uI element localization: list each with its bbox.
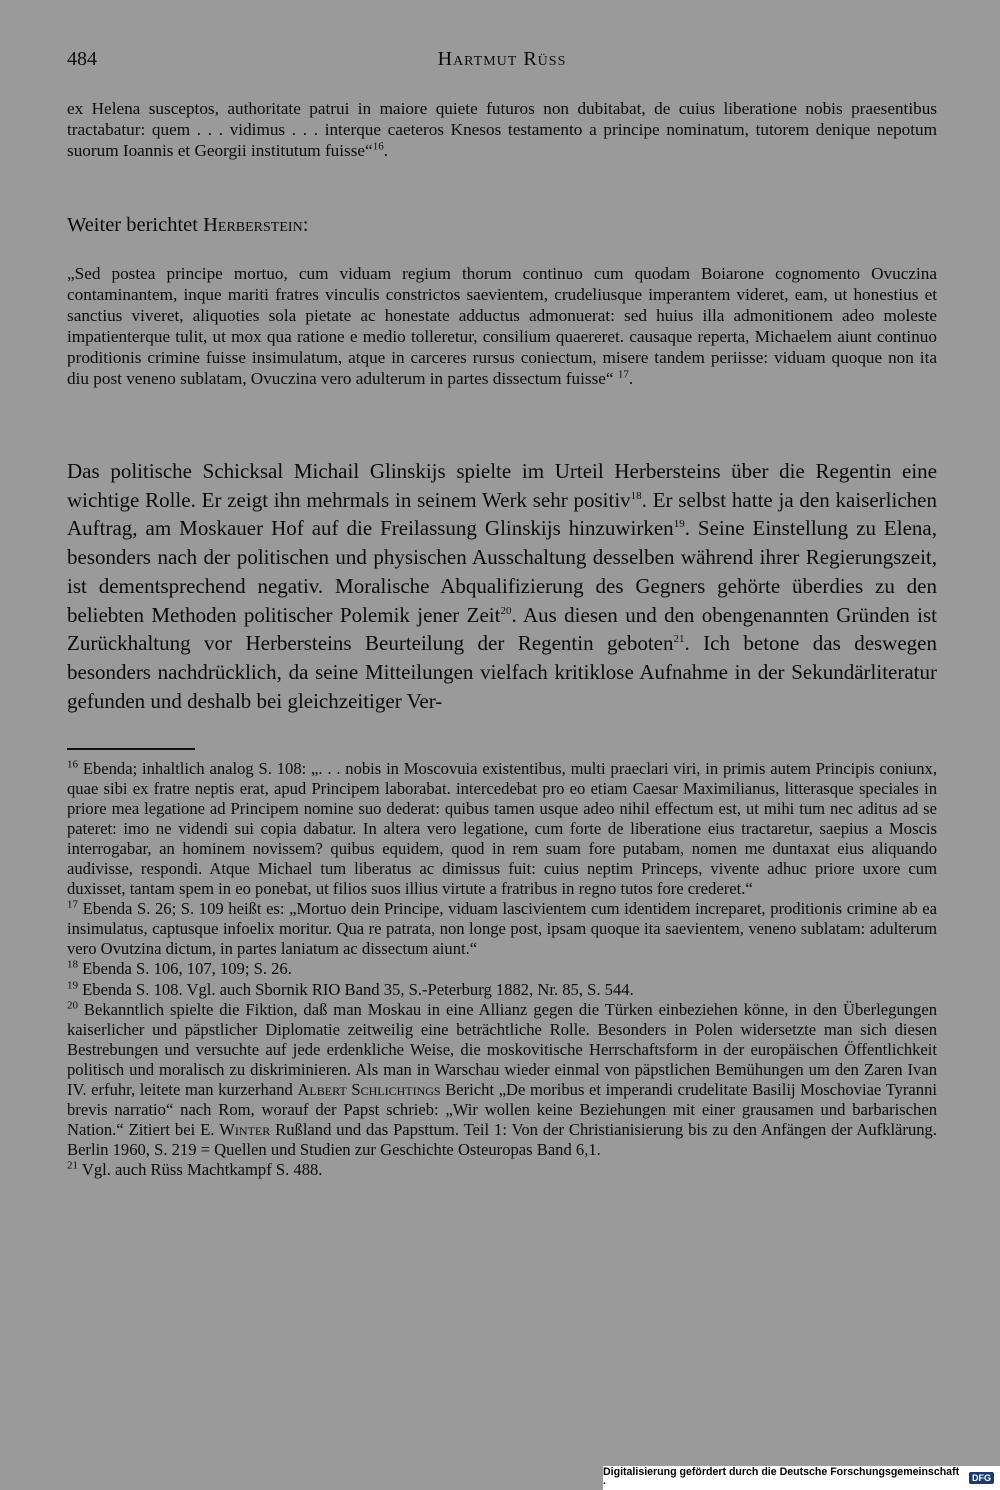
dfg-logo: DFG <box>969 1472 994 1484</box>
credit-text: Digitalisierung gefördert durch die Deutsche Forschungsgemeinschaft · <box>603 1466 960 1490</box>
footnote-number: 17 <box>67 898 78 911</box>
block-quote <box>67 264 937 389</box>
footnote-separator <box>67 748 195 750</box>
footnote-ref: 20 <box>500 604 512 617</box>
quote-tail: . <box>383 140 388 160</box>
footnote-ref: 19 <box>673 518 685 531</box>
footnote-number: 21 <box>67 1159 78 1172</box>
footnote-20 <box>67 1000 937 1160</box>
footnote-text: Bekanntlich spielte die Fiktion, daß man Moskau in eine Allianz gegen die Türken einbeziehen könne, in den Überlegungen kaiserlicher und päpstlicher Diplomatie zeitweilig eine beträchtliche Rolle. Besonders in Polen widersetzte man sich diesen Bestrebungen und versuchte auf jede erdenkliche Weise, die moskovitische Herrschaftsform in der europäischen Öffentlichkeit politisch und moralisch zu diskriminieren. Als man in Warschau wieder einmal von päpstlichen Bemühungen um den Zaren Ivan IV. erfuhr, leitete man kurzerhand <box>67 999 937 1099</box>
quote-text: „Sed postea principe mortuo, cum viduam regium thorum continuo cum quodam Boiarone cognomento Ovuczina contaminantem, inque mariti fratres vinculis constrictos saevientem, crudeliusque imperantem videret, eam, ut honestius et sanctius viveret, aliquoties sola pietate ac honestate adductus admonuerat: sed huius illa admonitionem adeo moleste impatienterque tulit, ut mox qua ratione e medio tolleretur, consilium quaereret. causaque reperta, Michaelem aiunt continuo proditionis crimine fuisse insimulatum, atque in carceres rursus coniectum, misere tandem periisse: viduam quoque non ita diu post veneno sublatam, Ovuczina vero adulterum in partes dissectum fuisse“ <box>67 264 937 388</box>
footnotes <box>67 759 937 1180</box>
body-text: . Ich betone das deswegen besonders nachdrücklich, da seine Mitteilungen vielfach kritiklose Aufnahme in der Sekundärliteratur gefunden und deshalb bei gleichzeitiger Ver- <box>67 631 937 713</box>
body-text: . Er selbst hatte ja den kaiserlichen Auftrag, am Moskauer Hof auf die Freilassung Glinskijs hinzuwirken <box>67 487 937 541</box>
footnote-text: Vgl. auch Rüss Machtkampf S. 488. <box>81 1159 323 1179</box>
footnote-text: Ebenda; inhaltlich analog S. 108: „. . . nobis in Moscovuia existentibus, multi praeclari viri, in primis autem Principis coniunx, quae sibi ex fratre neptis erat, apud Principem laborabat. intercedebat pro eo etiam Caesar Maximilianus, litterasque speciales in priore mea legatione ad Principem nomine suo dederat: quibus tamen usque adeo nihil effectum est, ut mihi tum nec aditus ad se pateret: imo ne videndi sui copia dabatur. In altera vero legatione, cum forte de liberatione eius tractaretur, saepius a Moscis interrogabar, an hominem novissem? quibus equidem, quod in rem suam fore putabam, nomen me duntaxat eius aliquando audivisse, respondi. Atque Michael tum liberatus ac dimissus fuit: cuius neptim Princeps, vivente adhuc priore uxore cum duxisset, tantam spem in eo ponebat, ut filios suos illius virtute a fratribus in regno tutos fore crederet.“ <box>67 759 937 899</box>
author-name: Albert Schlichtings <box>297 1079 441 1099</box>
footnote-21 <box>67 1160 937 1180</box>
footnote-number: 18 <box>67 958 78 971</box>
footnote-18 <box>67 959 937 979</box>
footnote-text: Rußland und das Papsttum. Teil 1: Von der Christianisierung bis zu den Anfängen der Aufklärung. Berlin 1960, S. 219 = Quellen und Studien zur Geschichte Osteuropas Band 6,1. <box>67 1119 937 1159</box>
body-text: . Seine Einstellung zu Elena, besonders nach der politischen und physischen Ausschaltung desselben während ihrer Regierungszeit, ist dementsprechend negativ. Moralische Abqualifizierung des Gegners gehörte überdies zu den beliebten Methoden politischer Polemik jener Zeit <box>67 516 937 627</box>
footnote-17 <box>67 899 937 959</box>
footnote-ref: 16 <box>372 140 384 153</box>
footnote-ref: 18 <box>630 489 642 502</box>
author-name: Winter <box>219 1119 271 1139</box>
footnote-number: 16 <box>67 758 78 771</box>
running-head: Hartmut Rüss <box>437 48 567 70</box>
page-header <box>67 48 937 78</box>
heading-name: Herberstein <box>203 214 303 236</box>
heading-suffix: : <box>302 214 309 236</box>
heading-prefix: Weiter berichtet <box>67 214 198 236</box>
footnote-number: 20 <box>67 999 78 1012</box>
footnote-number: 19 <box>67 978 78 991</box>
section-heading <box>67 214 308 237</box>
body-paragraph <box>67 457 937 715</box>
body-text: . Aus diesen und den obengenannten Gründen ist Zurückhaltung vor Herbersteins Beurteilung der Regentin geboten <box>67 602 937 656</box>
footnote-19 <box>67 980 937 1000</box>
footnote-text: Bericht „De moribus et imperandi crudelitate Basilij Moschoviae Tyranni brevis narratio“ nach Rom, worauf der Papst schrieb: „Wir wollen keine Beziehungen mit einer grausamen und barbarischen Nation.“ Zitiert bei E. <box>67 1079 937 1139</box>
footnote-ref: 17 <box>617 367 629 380</box>
page-number: 484 <box>67 48 97 70</box>
body-text: Das politische Schicksal Michail Glinskijs spielte im Urteil Herbersteins über die Regentin eine wichtige Rolle. Er zeigt ihn mehrmals in seinem Werk sehr positiv <box>67 459 937 512</box>
quote-text: ex Helena susceptos, authoritate patrui in maiore quiete futuros non dubitabat, de cuius liberatione nobis praesentibus tractabatur: quem . . . vidimus . . . interque caeteros Knesos testamento a principe nominatum, tutorem denique nepotum suorum Ioannis et Georgii institutum fuisse“ <box>67 99 937 160</box>
footnote-text: Ebenda S. 26; S. 109 heißt es: „Mortuo dein Principe, viduam lascivientem cum identidem increparet, proditionis crimine ab ea insimulatus, captusque infoelix moritur. Qua re patrata, non longe post, ipsam quoque ita saevientem, veneno sublatam: adulterum vero Ovutzina dictum, in partes laniatum ac dissectum aiunt.“ <box>67 899 937 959</box>
footnote-text: Ebenda S. 108. Vgl. auch Sbornik RIO Band 35, S.-Peterburg 1882, Nr. 85, S. 544. <box>82 979 634 999</box>
digitization-credit <box>603 1466 1000 1490</box>
footnote-ref: 21 <box>673 633 685 646</box>
quote-tail: . <box>628 368 634 388</box>
quote-continuation <box>67 99 937 162</box>
footnote-16 <box>67 759 937 899</box>
footnote-text: Ebenda S. 106, 107, 109; S. 26. <box>82 959 292 979</box>
